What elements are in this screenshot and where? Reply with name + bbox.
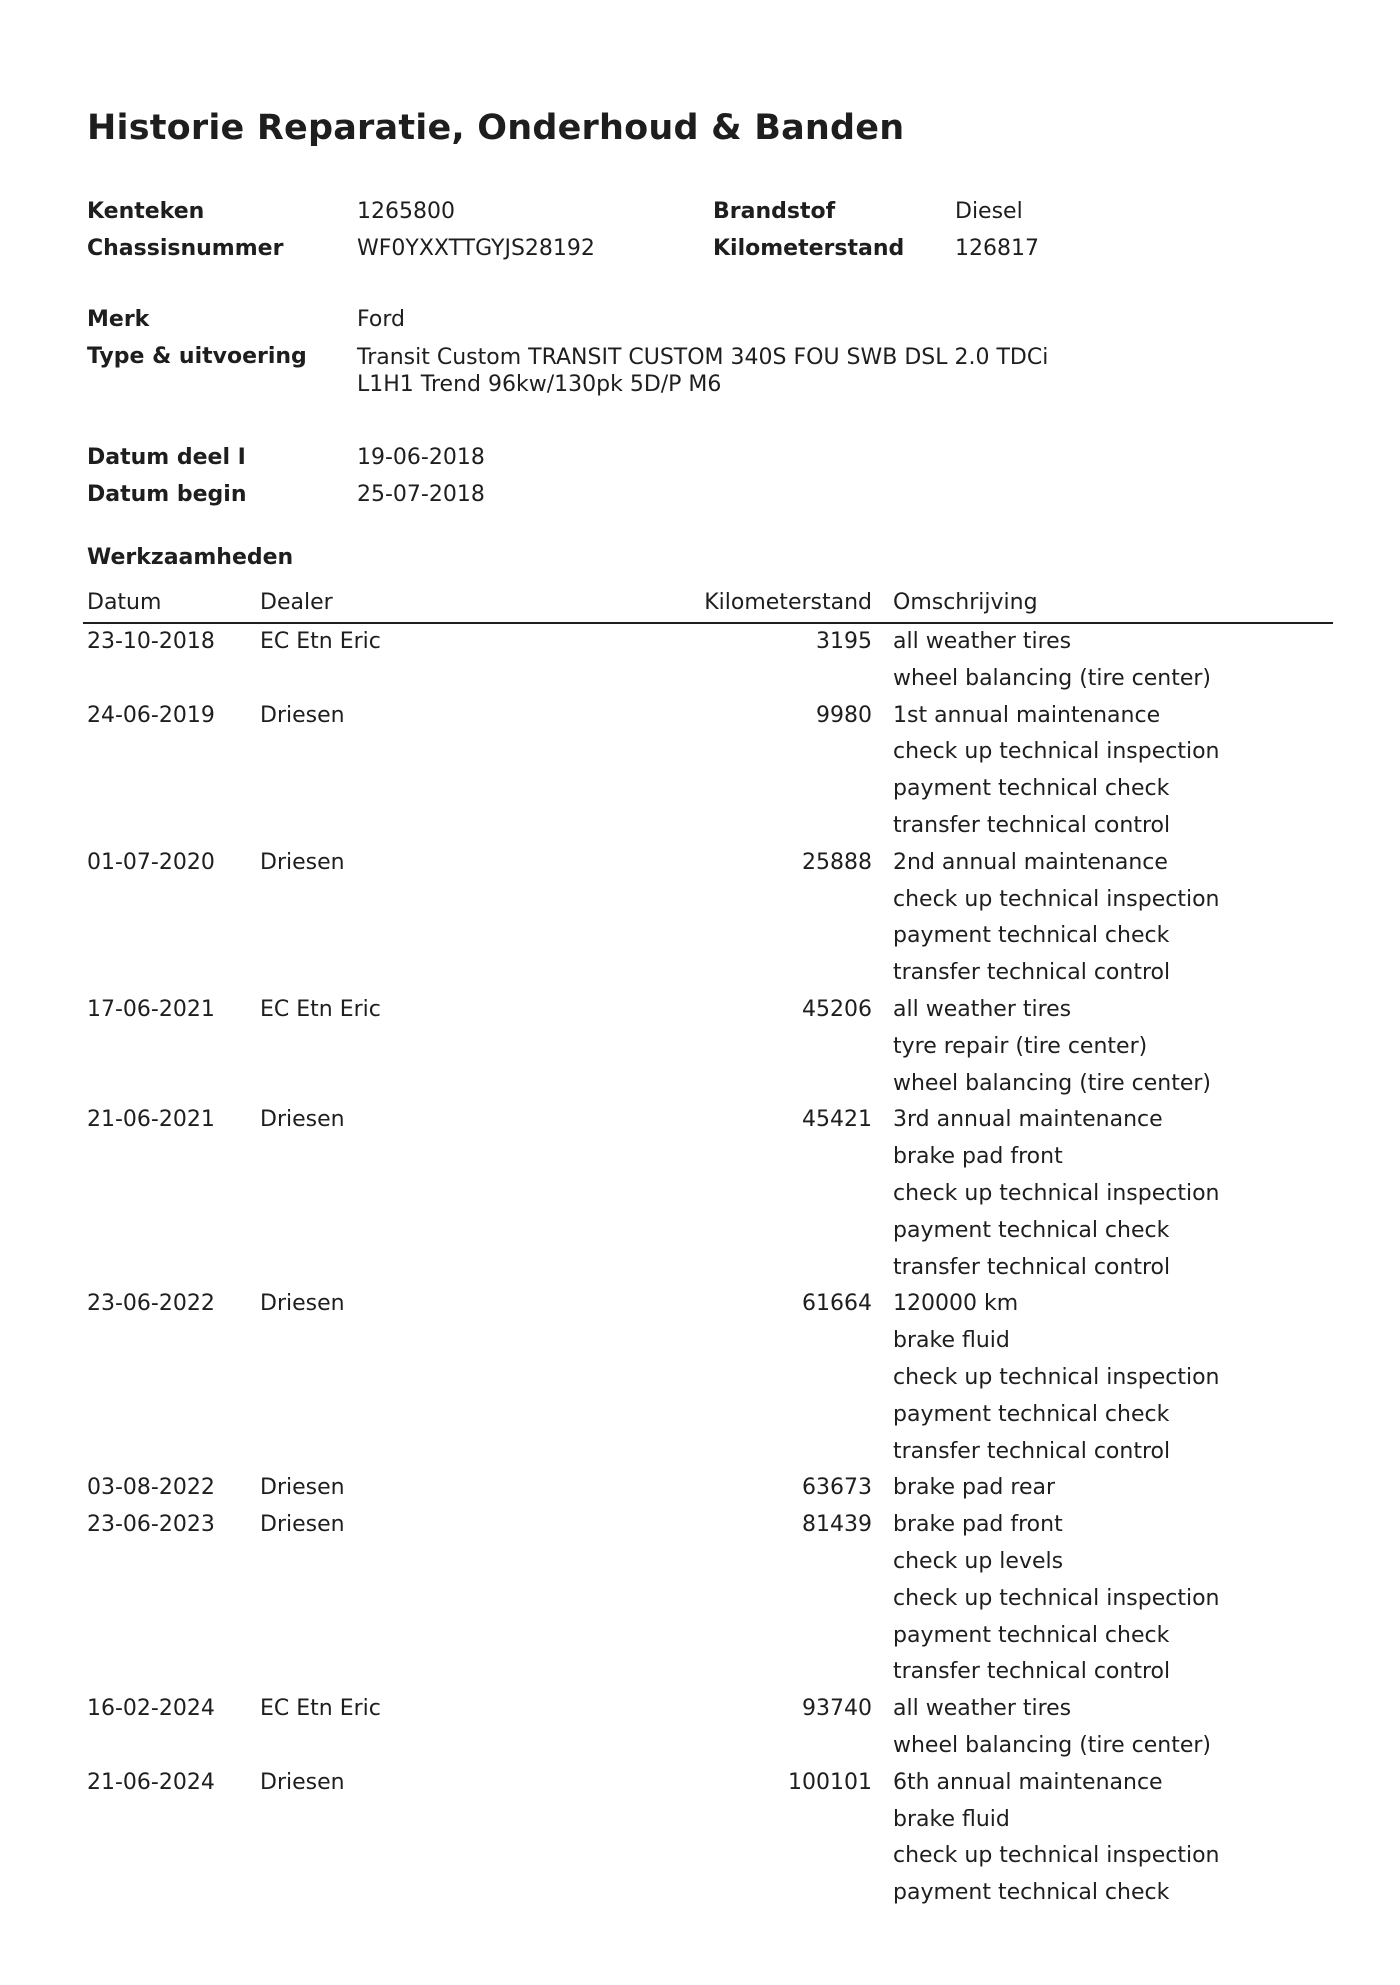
table-row <box>0 1765 1400 1912</box>
merk-value: Ford <box>357 307 405 332</box>
datum-begin-label: Datum begin <box>87 482 247 507</box>
description-line: check up technical inspection <box>893 1180 1220 1206</box>
row-kilometerstand: 25888 <box>802 849 872 875</box>
table-row <box>0 1102 1400 1286</box>
row-omschrijving <box>893 992 1211 1102</box>
row-date: 21-06-2024 <box>87 1769 215 1795</box>
row-kilometerstand: 45421 <box>802 1107 872 1133</box>
description-line: transfer technical control <box>893 960 1171 986</box>
row-omschrijving <box>893 1691 1211 1765</box>
column-header-datum: Datum <box>87 590 162 615</box>
row-date: 23-06-2022 <box>87 1291 215 1317</box>
row-kilometerstand: 45206 <box>802 996 872 1022</box>
table-header <box>0 585 1400 621</box>
row-kilometerstand: 3195 <box>816 629 872 654</box>
description-line: wheel balancing (tire center) <box>893 1070 1211 1096</box>
column-header-dealer: Dealer <box>260 590 333 615</box>
row-date: 03-08-2022 <box>87 1475 215 1501</box>
description-line: payment technical check <box>893 776 1170 802</box>
description-line: brake pad front <box>893 1144 1063 1170</box>
description-line: brake fluid <box>893 1806 1010 1832</box>
table-row <box>0 1691 1400 1765</box>
row-omschrijving <box>893 698 1220 845</box>
description-line: 2nd annual maintenance <box>893 849 1168 875</box>
description-line: check up technical inspection <box>893 1364 1220 1390</box>
type-label: Type & uitvoering <box>87 344 307 369</box>
table-row <box>0 1286 1400 1470</box>
row-dealer: EC Etn Eric <box>260 996 381 1022</box>
datum-deel-label: Datum deel I <box>87 445 246 470</box>
description-line: transfer technical control <box>893 1254 1171 1280</box>
column-header-kilometerstand: Kilometerstand <box>704 590 872 615</box>
table-row <box>0 1507 1400 1691</box>
row-kilometerstand: 100101 <box>788 1769 872 1795</box>
description-line: all weather tires <box>893 629 1072 654</box>
row-kilometerstand: 81439 <box>802 1512 872 1538</box>
kilometerstand-value: 126817 <box>955 236 1039 261</box>
description-line: transfer technical control <box>893 1438 1171 1464</box>
description-line: payment technical check <box>893 923 1170 949</box>
table-row <box>0 1470 1400 1507</box>
description-line: brake pad front <box>893 1512 1063 1538</box>
section-title: Werkzaamheden <box>87 545 294 570</box>
description-line: 120000 km <box>893 1291 1019 1317</box>
brandstof-value: Diesel <box>955 199 1023 224</box>
chassis-label: Chassisnummer <box>87 236 284 261</box>
type-value-line2: L1H1 Trend 96kw/130pk 5D/P M6 <box>357 372 722 397</box>
row-dealer: Driesen <box>260 702 345 728</box>
table-row <box>0 992 1400 1102</box>
datum-begin-value: 25-07-2018 <box>357 482 485 507</box>
row-date: 01-07-2020 <box>87 849 215 875</box>
row-omschrijving <box>893 845 1220 992</box>
description-line: wheel balancing (tire center) <box>893 665 1211 691</box>
description-line: transfer technical control <box>893 812 1171 838</box>
description-line: check up technical inspection <box>893 1585 1220 1611</box>
table-row <box>0 845 1400 992</box>
row-omschrijving <box>893 624 1211 698</box>
row-date: 16-02-2024 <box>87 1696 215 1722</box>
description-line: wheel balancing (tire center) <box>893 1732 1211 1758</box>
row-kilometerstand: 61664 <box>802 1291 872 1317</box>
row-dealer: EC Etn Eric <box>260 629 381 654</box>
description-line: payment technical check <box>893 1622 1170 1648</box>
work-table-body <box>0 624 1400 1912</box>
row-date: 23-06-2023 <box>87 1512 215 1538</box>
row-omschrijving <box>893 1102 1220 1286</box>
description-line: check up technical inspection <box>893 886 1220 912</box>
row-dealer: Driesen <box>260 1475 345 1501</box>
description-line: check up technical inspection <box>893 1843 1220 1869</box>
kenteken-value: 1265800 <box>357 199 455 224</box>
description-line: transfer technical control <box>893 1659 1171 1685</box>
row-kilometerstand: 93740 <box>802 1696 872 1722</box>
description-line: payment technical check <box>893 1401 1170 1427</box>
row-date: 24-06-2019 <box>87 702 215 728</box>
description-line: brake fluid <box>893 1328 1010 1354</box>
description-line: payment technical check <box>893 1217 1170 1243</box>
table-row <box>0 624 1400 698</box>
row-dealer: Driesen <box>260 849 345 875</box>
column-header-omschrijving: Omschrijving <box>893 590 1038 615</box>
description-line: 6th annual maintenance <box>893 1769 1163 1795</box>
merk-label: Merk <box>87 307 150 332</box>
row-omschrijving <box>893 1286 1220 1470</box>
kenteken-label: Kenteken <box>87 199 205 224</box>
chassis-value: WF0YXXTTGYJS28192 <box>357 236 595 261</box>
page-title: Historie Reparatie, Onderhoud & Banden <box>87 108 905 148</box>
description-line: 1st annual maintenance <box>893 702 1161 728</box>
row-omschrijving <box>893 1765 1220 1912</box>
table-row <box>0 698 1400 845</box>
brandstof-label: Brandstof <box>713 199 836 224</box>
description-line: check up technical inspection <box>893 739 1220 765</box>
row-dealer: Driesen <box>260 1107 345 1133</box>
description-line: payment technical check <box>893 1880 1170 1906</box>
kilometerstand-label: Kilometerstand <box>713 236 905 261</box>
row-date: 23-10-2018 <box>87 629 215 654</box>
row-kilometerstand: 63673 <box>802 1475 872 1501</box>
row-dealer: Driesen <box>260 1512 345 1538</box>
description-line: tyre repair (tire center) <box>893 1033 1148 1059</box>
row-kilometerstand: 9980 <box>816 702 872 728</box>
type-value-line1: Transit Custom TRANSIT CUSTOM 340S FOU SWB DSL 2.0 TDCi <box>357 345 1049 370</box>
description-line: brake pad rear <box>893 1475 1056 1501</box>
row-dealer: Driesen <box>260 1291 345 1317</box>
row-omschrijving <box>893 1470 1055 1507</box>
row-omschrijving <box>893 1507 1220 1691</box>
row-date: 21-06-2021 <box>87 1107 215 1133</box>
row-dealer: Driesen <box>260 1769 345 1795</box>
description-line: check up levels <box>893 1548 1064 1574</box>
description-line: 3rd annual maintenance <box>893 1107 1163 1133</box>
datum-deel-value: 19-06-2018 <box>357 445 485 470</box>
description-line: all weather tires <box>893 1696 1072 1722</box>
row-date: 17-06-2021 <box>87 996 215 1022</box>
row-dealer: EC Etn Eric <box>260 1696 381 1722</box>
description-line: all weather tires <box>893 996 1072 1022</box>
